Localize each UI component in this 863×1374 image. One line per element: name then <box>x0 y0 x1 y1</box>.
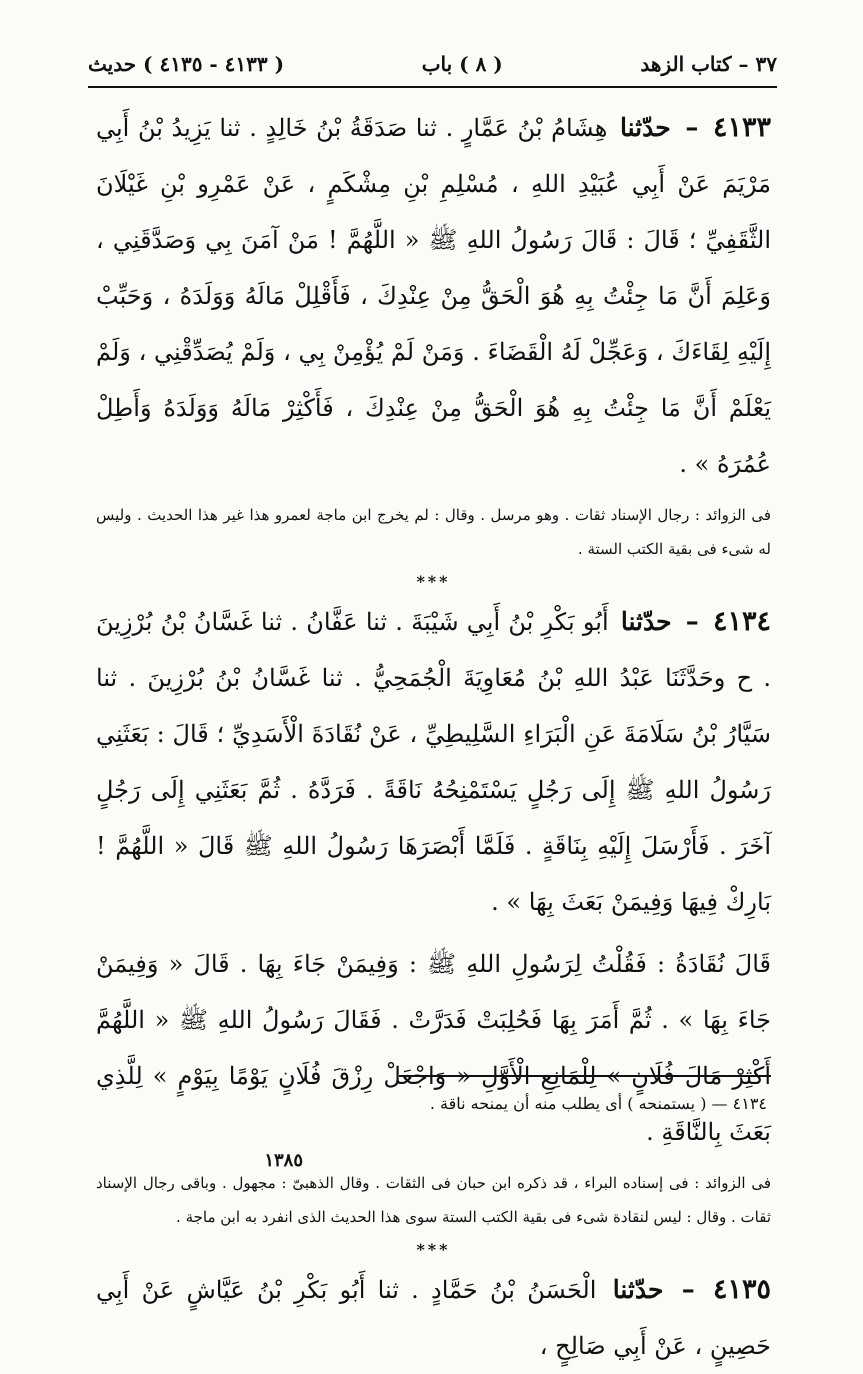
running-header <box>88 44 777 84</box>
footnote-divider <box>399 1075 771 1077</box>
header-chapter: ( ٨ ) باب <box>421 52 503 76</box>
hadith-text: الْحَسَنُ بْنُ حَمَّادٍ . ثنا أَبُو بَكْرِ بْنُ عَيَّاشٍ عَنْ أَبِي حَصِينٍ ، عَنْ أَبِي صَالِحٍ ، <box>96 1276 771 1360</box>
header-divider <box>88 86 777 88</box>
hadith-4135 <box>96 1262 771 1374</box>
hadith-text: هِشَامُ بْنُ عَمَّارٍ . ثنا صَدَقَةُ بْنُ خَالِدٍ . ثنا يَزِيدُ بْنُ أَبِي مَرْيَمَ عَنْ أَبِي عُبَيْدِ اللهِ ، مُسْلِمِ بْنِ مِشْكَمٍ ، عَنْ عَمْرِو بْنِ غَيْلَانَ الثَّقَفِيِّ ؛ قَالَ : قَالَ رَسُولُ اللهِ ﷺ « اللَّهُمَّ ! مَنْ آمَنَ بِي وَصَدَّقَنِي ، وَعَلِمَ أَنَّ مَا جِئْتُ بِهِ هُوَ الْحَقُّ مِنْ عِنْدِكَ ، فَأَقْلِلْ مَالَهُ وَوَلَدَهُ ، وَحَبِّبْ إِلَيْهِ لِقَاءَكَ ، وَعَجِّلْ لَهُ الْقَضَاءَ . وَمَنْ لَمْ يُؤْمِنْ بِي ، وَلَمْ يُصَدِّقْنِي ، وَلَمْ يَعْلَمْ أَنَّ مَا جِئْتُ بِهِ هُوَ الْحَقُّ مِنْ عِنْدِكَ ، فَأَكْثِرْ مَالَهُ وَوَلَدَهُ وَأَطِلْ عُمُرَهُ » . <box>96 114 771 478</box>
hadith-4133 <box>96 100 771 492</box>
header-page-info: ٣٧ – كتاب الزهد <box>640 52 777 76</box>
hadith-dash: – <box>685 113 699 143</box>
page-number: ١٣٨٥ <box>264 1150 303 1171</box>
haddathana-mark: حدّثنا <box>620 113 671 142</box>
hadith-number: ٤١٣٣ <box>712 112 771 143</box>
haddathana-mark: حدّثنا <box>612 1275 664 1304</box>
hadith-number: ٤١٣٤ <box>712 606 771 637</box>
hadith-number: ٤١٣٥ <box>712 1274 771 1305</box>
header-hadith-range: ( ٤١٣٣ - ٤١٣٥ ) حديث <box>88 52 285 76</box>
zawaid-note-4133: فى الزوائد : رجال الإسناد ثقات . وهو مرسل . وقال : لم يخرج ابن ماجة لعمرو هذا غير هذا الحديث . وليس له شىء فى بقية الكتب الستة . <box>96 506 771 558</box>
hadith-4134 <box>96 594 771 930</box>
hadith-dash: – <box>681 1275 695 1305</box>
zawaid-note-4134: فى الزوائد : فى إسناده البراء ، قد ذكره ابن حبان فى الثقات . وقال الذهبىّ : مجهول . وباقى رجال الإسناد ثقات . وقال : ليس لنقادة شىء فى بقية الكتب الستة سوى هذا الحديث الذى انفرد به ابن ماجة . <box>96 1174 771 1226</box>
page-body <box>96 100 771 1374</box>
hadith-text: أَبُو بَكْرِ بْنُ أَبِي شَيْبَةَ . ثنا عَفَّانُ . ثنا غَسَّانُ بْنُ بُرْزِينَ . ح وحَدَّثَنَا عَبْدُ اللهِ بْنُ مُعَاوِيَةَ الْجُمَحِيُّ . ثنا غَسَّانُ بْنُ بُرْزِينَ . ثنا سَيَّارُ بْنُ سَلَامَةَ عَنِ الْبَرَاءِ السَّلِيطِيِّ ، عَنْ نُقَادَةَ الْأَسَدِيِّ ؛ قَالَ : بَعَثَنِي رَسُولُ اللهِ ﷺ إِلَى رَجُلٍ يَسْتَمْنِحُهُ نَاقَةً . فَرَدَّهُ . ثُمَّ بَعَثَنِي إِلَى رَجُلٍ آخَرَ . فَأَرْسَلَ إِلَيْهِ بِنَاقَةٍ . فَلَمَّا أَبْصَرَهَا رَسُولُ اللهِ ﷺ قَالَ « اللَّهُمَّ ! بَارِكْ فِيهَا وَفِيمَنْ بَعَثَ بِهَا » . <box>96 608 771 916</box>
haddathana-mark: حدّثنا <box>620 607 672 636</box>
hadith-dash: – <box>685 607 699 637</box>
section-separator: *** <box>416 1240 451 1259</box>
hadith-4134-continuation: قَالَ نُقَادَةُ : فَقُلْتُ لِرَسُولِ اللهِ ﷺ : وَفِيمَنْ جَاءَ بِهَا . قَالَ « وَفِيمَنْ جَاءَ بِهَا » . ثُمَّ أَمَرَ بِهَا فَحُلِبَتْ فَدَرَّتْ . فَقَالَ رَسُولُ اللهِ ﷺ « اللَّهُمَّ أَكْثِرْ مَالَ فُلَانٍ » لِلْمَانِعِ الْأَوَّلِ « وَاجْعَلْ رِزْقَ فُلَانٍ يَوْمًا بِيَوْمٍ » لِلَّذِي بَعَثَ بِالنَّاقَةِ . <box>96 950 771 1146</box>
section-separator: *** <box>416 572 451 591</box>
footnote: ٤١٣٤ — ( يستمنحه ) أى يطلب منه أن يمنحه ناقة . <box>429 1094 767 1113</box>
